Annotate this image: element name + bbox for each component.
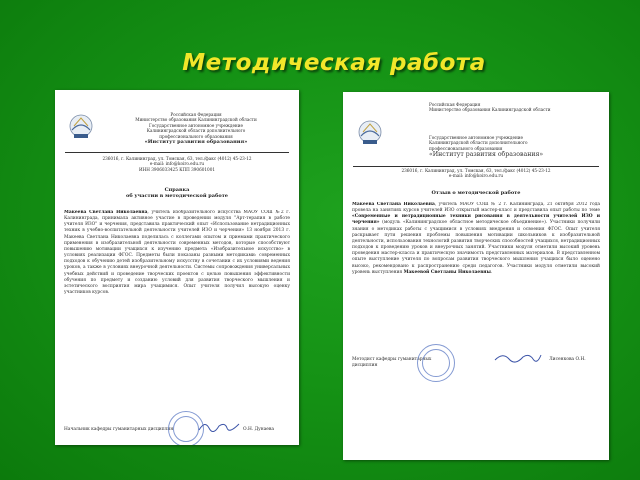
review-document-right [343,92,609,460]
header-block [429,102,601,159]
header-line: Государственное автономное учреждение [148,122,243,128]
header-org-name: «Институт развития образования» [429,151,544,159]
address-line: 236016, г. Калининград, ул. Томская, 63, тел./факс (4012) 45-23-12 [401,168,551,173]
address-block [65,156,289,172]
body-text-run: . [490,269,493,275]
document-title [353,190,599,196]
header-line: Министерство образования Калининградской области [135,117,257,123]
certificate-document-left [55,90,299,445]
body-text-run: , учитель изобразительного искусства МАОУ СОШ №2 г. Калининграда, принимала активное участие в проведении модуля "Арт-терапия в работе учителя ИЗО" и черчения, представила практический опыт «Использование нетрадиционных техник в учебно-воспитательной деятельности учителей ИЗО и черчения» 13 ноября 2013 г. Макеева Светлана Николаевна поделилась с коллегами опытом и приемами практического применения в изобразительной деятельности современных методов, которые способствуют повышению мотивации учащихся к изучению предмета «Изобразительное искусство» в условиях реализации ФГОС. Предметы были показаны разными методиками: современных подходов к обучению детей изобразительному искусству в сочетании с их условиями ведения уроков, а также в условиях внеурочной деятельности. Системы сопровождения универсальных учебных действий и проведение творческих проектов с целью повышения эффективности обучения по предмету и созданию условий для развития творческого мышления и эстетического восприятия мира учащимися. Опыт учителя получил высокую оценку участников курсов. [64,210,290,296]
header-org-name: «Институт развития образования» [144,139,248,146]
koiro-logo-icon [66,112,96,142]
document-body [64,210,290,398]
header-divider [65,152,289,153]
body-text-run: (модуль «Калининградское областное методическое объединение»). Участники получили знания о методиках работы с учащимися в условиях внедрения и освоения ФГОС. Опыт учителя раскрывает пути решения проблемы повышения мотивации школьников к изобразительной деятельности, использования технологий развития творческих способностей учащихся, нетрадиционных подходов к проведению уроков и внеурочных занятий. Участники модуля отметили высокий уровень проведения мастер-класса и практическую значимость представленных материалов. В представленном опыте выступление учителя по вопросам развития творческого мышления учащихся было оценено высоко, рекомендовано к распространению среди педагогов. Участники модуля отметили высокий уровень выступления [352,220,600,275]
document-title-line: Отзыв о методической работе [431,190,521,196]
header-line: Государственное автономное учреждение [429,134,524,140]
signature-name: О.Н. Дунаева [243,427,275,432]
document-body [352,202,600,344]
address-line: e-mail: info@koiro.edu.ru [149,161,205,167]
header-line: Калининградской области дополнительного [146,128,246,134]
header-divider [353,166,599,167]
header-line: Российская Федерация [429,102,481,107]
address-block [353,168,599,179]
signature-icon [197,418,241,434]
address-line: 236016, г. Калининград, ул. Томская, 63, тел./факс (4012) 45-23-12 [102,156,252,161]
header-line: Калининградской области дополнительного [429,140,528,146]
header-line: Министерство образования Калининградской области [429,107,551,113]
slide-title: Методическая работа [182,50,486,76]
signature-line [64,427,173,433]
header-line: профессионального образования [429,145,503,151]
address-line: e-mail: info@koiro.edu.ru [448,173,504,179]
koiro-logo-icon [355,118,385,148]
document-title-line: Справка [164,187,190,193]
document-title [65,187,289,200]
header-line: профессионального образования [159,133,233,139]
seal-stamp-icon [417,344,455,382]
signature-position: Начальник кафедры гуманитарных дисциплин [64,427,174,432]
address-line: ИНН 3906033425 КПП 390601001 [138,166,216,172]
signature-position: Методист кафедры гуманитарных дисциплин [352,357,432,368]
body-name: Макеевой Светланы Николаевны [403,269,491,275]
body-name: Макеева Светлана Николаевна [64,210,148,215]
signature-name: Лисенкова О.Н. [549,357,586,362]
header-block [107,112,285,145]
header-line: Российская Федерация [170,112,222,117]
body-name: Макеева Светлана Николаевна [352,202,435,207]
signature-icon [493,350,543,366]
body-topic: «Современные и нетрадиционные техники рисования в деятельности учителей ИЗО и черчения» [352,214,600,226]
body-text-run: , учитель МАОУ СОШ № 2 г. Калининграда, 21 октября 2012 года провела на занятиях курсов учителей ИЗО открытый мастер-класс и представила опыт работы по теме [352,202,600,214]
document-subtitle-line: об участии в методической работе [126,193,228,200]
